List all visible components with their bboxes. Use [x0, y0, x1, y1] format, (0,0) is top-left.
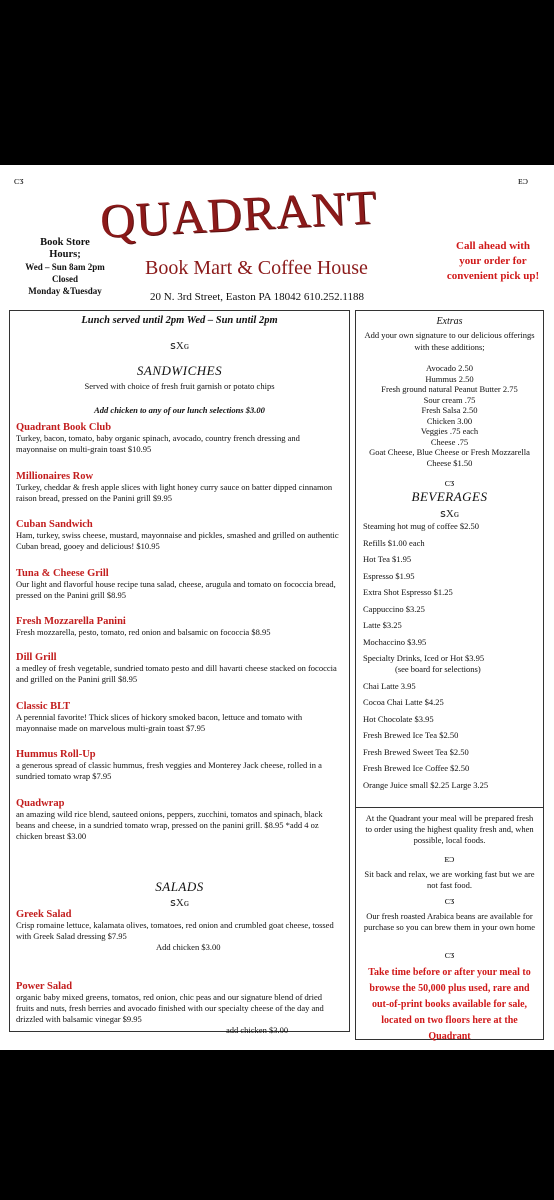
add-chicken-note: Add chicken to any of our lunch selections $3.00	[94, 405, 265, 415]
beverage-item: (see board for selections)	[395, 664, 481, 674]
extra-item: Cheese .75	[430, 436, 469, 447]
item-desc: Fresh mozzarella, pesto, tomato, red onion and balsamic on fococcia $8.95	[16, 627, 271, 637]
store-hours	[10, 237, 120, 297]
extra-item: Veggies .75 each	[420, 426, 479, 436]
relax-note: Sit back and relax, we are working fast but we are not fast food.	[364, 869, 535, 890]
beverages-heading: BEVERAGES	[411, 489, 488, 504]
fresh-note: At the Quadrant your meal will be prepared fresh to order using the highest quality fresh and, when possible, local foods.	[365, 813, 534, 845]
item-desc: a generous spread of classic hummus, fresh veggies and Monterey Jack cheese, rolled in a sundried tomato wrap $7.95	[16, 760, 322, 781]
item-name: Greek Salad	[16, 909, 72, 920]
beverage-item: Fresh Brewed Ice Tea $2.50	[363, 730, 459, 740]
sandwiches-heading: SANDWICHES	[136, 363, 223, 378]
beverage-item: Specialty Drinks, Iced or Hot $3.95	[363, 653, 485, 663]
call-ahead-note: Call ahead with your order for convenient pick up!	[446, 240, 540, 282]
item-name: Power Salad	[16, 981, 73, 992]
extra-item: Goat Cheese, Blue Cheese or Fresh Mozzarella Cheese $1.50	[369, 447, 530, 468]
item-name: Cuban Sandwich	[16, 519, 93, 530]
ornament: ꜱXɢ	[440, 508, 459, 520]
item-desc: Crisp romaine lettuce, kalamata olives, tomatoes, red onion and crumbled goat cheese, tossed with Greek Salad dressing $7.95	[16, 920, 334, 941]
menu-item	[16, 471, 341, 504]
beverage-item: Refills $1.00 each	[363, 537, 425, 548]
item-desc: Turkey, bacon, tomato, baby organic spinach, avocado, country french dressing and mayonnaise on multi-grain toast $10.95	[16, 433, 300, 454]
menu-item	[16, 749, 341, 782]
extra-item: Fresh Salsa 2.50	[421, 405, 478, 415]
menu-item	[16, 568, 341, 601]
menu-item	[16, 422, 341, 455]
ornament: ꜱXɢ	[170, 897, 189, 909]
menu-item	[16, 701, 341, 734]
menu-page	[0, 165, 554, 1050]
beverage-item: Hot Chocolate $3.95	[363, 713, 434, 724]
item-name: Quadrant Book Club	[16, 422, 112, 433]
extras-list	[356, 363, 543, 468]
item-name: Tuna & Cheese Grill	[16, 568, 109, 579]
menu-item	[16, 519, 341, 552]
ornament: ᴇᴐ	[444, 853, 455, 865]
right-menu-box	[355, 310, 544, 1040]
ornament-right: ᴇᴐ	[518, 175, 529, 187]
menu-item	[16, 652, 341, 685]
divider	[356, 807, 543, 808]
extras-intro: Add your own signature to our delicious offerings with these additions;	[364, 330, 535, 352]
extra-item: Fresh ground natural Peanut Butter 2.75	[381, 384, 518, 394]
brand-title: QUADRANT	[98, 180, 379, 249]
item-desc: Turkey, cheddar & fresh apple slices with light honey curry sauce on batter dipped cinnamon raison bread, pressed on the Panini grill $9.95	[16, 482, 333, 503]
item-name: Quadwrap	[16, 798, 65, 809]
item-desc: Our light and flavorful house recipe tuna salad, cheese, arugula and tomato on fococcia bread, pressed on the Panini grill $8.95	[16, 579, 336, 600]
item-name: Classic BLT	[16, 701, 71, 712]
lunch-hours: Lunch served until 2pm Wed – Sun until 2pm	[81, 315, 278, 326]
beverage-item: Cocoa Chai Latte $4.25	[363, 697, 444, 707]
beverage-item: Fresh Brewed Ice Coffee $2.50	[363, 763, 470, 773]
hours-line: Monday &Tuesday	[28, 286, 102, 296]
extra-item: Hummus 2.50	[425, 373, 474, 384]
address-line: 20 N. 3rd Street, Easton PA 18042 610.252.1188	[150, 291, 364, 303]
brand-subtitle: Book Mart & Coffee House	[145, 257, 368, 279]
beverages-list	[363, 521, 541, 796]
beverage-item: Hot Tea $1.95	[363, 554, 412, 564]
extra-item: Sour cream .75	[423, 394, 476, 405]
beverage-item: Orange Juice small $2.25 Large 3.25	[363, 779, 489, 790]
ornament: ᴄᴣ	[444, 895, 455, 907]
extras-heading: Extras	[436, 316, 463, 327]
beverage-item: Espresso $1.95	[363, 570, 415, 581]
menu-item	[16, 616, 341, 638]
hours-line: Hours;	[49, 249, 81, 260]
beverage-item: Extra Shot Espresso $1.25	[363, 587, 453, 597]
item-extra: add chicken $3.00	[226, 1025, 289, 1035]
ornament: ᴄᴣ	[444, 949, 455, 961]
item-desc: a medley of fresh vegetable, sundried tomato pesto and dill havarti cheese stacked on fococcia and grilled on the Panini grill $8.95	[16, 663, 337, 684]
beverage-item: Cappuccino $3.25	[363, 603, 425, 614]
hours-line: Wed – Sun 8am 2pm	[25, 262, 105, 272]
item-desc: an amazing wild rice blend, sauteed onions, peppers, zucchini, tomatos and spinach, black beans and cheese, in a sundried tomato wrap, pressed on the panini grill. $8.95 *add 4 oz chicken breast $3.00	[16, 809, 323, 841]
item-desc: organic baby mixed greens, tomatos, red onion, chic peas and our signature blend of dried fruits and nuts, fresh berries and avocado finished with our specialty cheese of the day and drizzled with balsamic vinegar $9.95	[16, 992, 324, 1024]
hours-line: Book Store	[40, 237, 90, 248]
extra-item: Chicken 3.00	[426, 415, 473, 426]
item-name: Fresh Mozzarella Panini	[16, 616, 126, 627]
beans-note: Our fresh roasted Arabica beans are available for purchase so you can brew them in your own home	[363, 911, 536, 932]
sandwiches-note: Served with choice of fresh fruit garnish or potato chips	[84, 381, 275, 391]
left-menu-box	[9, 310, 350, 1035]
menu-item	[16, 798, 341, 842]
beverage-item: Fresh Brewed Sweet Tea $2.50	[363, 746, 469, 757]
item-desc: Ham, turkey, swiss cheese, mustard, mayonnaise and pickles, smashed and grilled on authentic Cuban bread, gooey and delicious! $10.95	[16, 530, 339, 551]
beverage-item: Steaming hot mug of coffee $2.50	[363, 521, 479, 531]
ornament-left: ᴄᴣ	[14, 175, 24, 187]
books-note: Take time before or after your meal to browse the 50,000 plus used, rare and out-of-print books available for sale, located on two floors here at the Quadrant	[368, 967, 531, 1042]
item-name: Dill Grill	[16, 652, 57, 663]
item-extra: Add chicken $3.00	[156, 942, 221, 952]
ornament: ᴄᴣ	[444, 477, 455, 489]
salads-heading: SALADS	[155, 879, 204, 894]
beverage-item: Mochaccino $3.95	[363, 636, 427, 647]
extra-item: Avocado 2.50	[425, 363, 474, 373]
item-name: Hummus Roll-Up	[16, 749, 96, 760]
item-desc: A perennial favorite! Thick slices of hickory smoked bacon, lettuce and tomato with mayonnaise made on marvelous multi-grain toast $7.95	[16, 712, 303, 733]
ornament: ꜱXɢ	[170, 340, 189, 352]
beverage-item: Latte $3.25	[363, 620, 402, 630]
item-name: Millionaires Row	[16, 471, 94, 482]
hours-line: Closed	[51, 274, 78, 284]
beverage-item: Chai Latte 3.95	[363, 680, 416, 691]
